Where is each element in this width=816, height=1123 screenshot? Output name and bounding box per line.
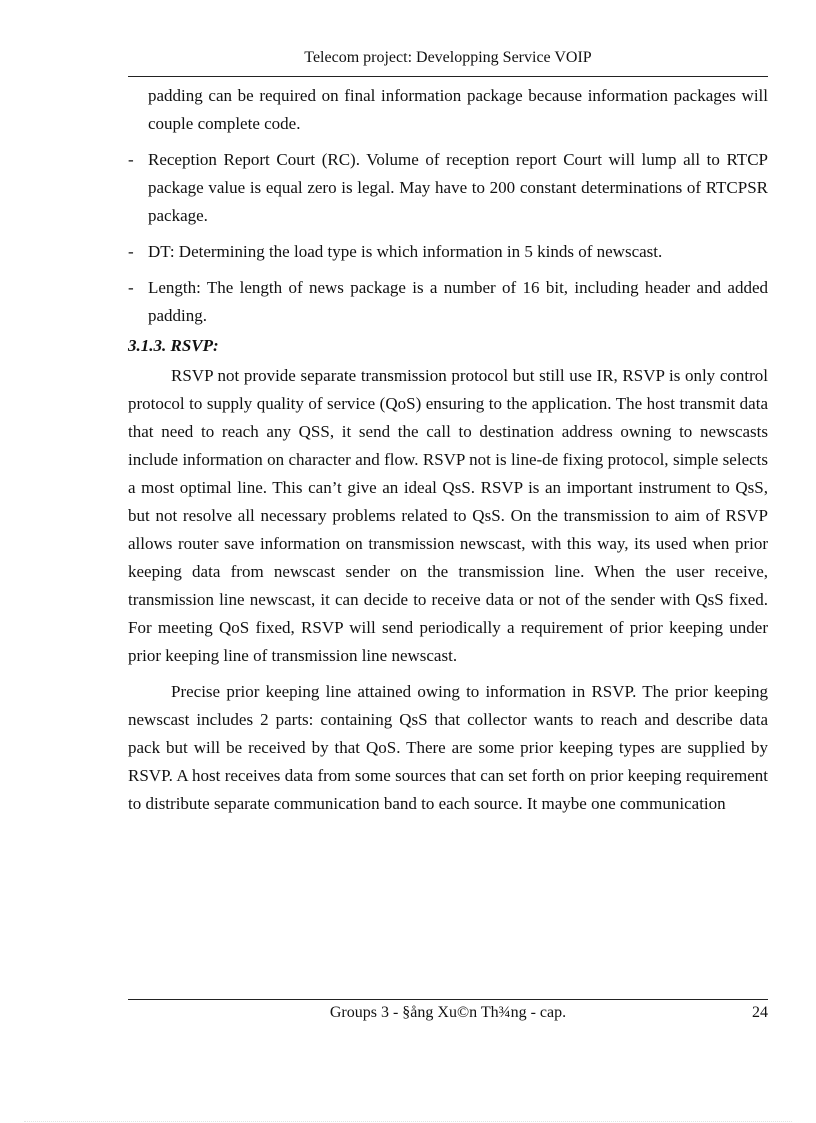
list-item [128,238,768,266]
section-heading: 3.1.3. RSVP: [128,336,219,355]
running-header: Telecom project: Developping Service VOIP [304,49,592,66]
footer-text: Groups 3 - §ång Xu©n Th¾ng - cap. [329,1004,567,1021]
bullet-marker: - [128,150,134,169]
header-rule [128,76,768,77]
footer-rule [128,999,768,1000]
bullet-list [128,146,768,330]
bullet-marker: - [128,278,134,297]
list-item-text: DT: Determining the load type is which information in 5 kinds of newscast. [148,242,663,261]
list-item [128,146,768,230]
page-body [128,82,768,826]
body-paragraph: RSVP not provide separate transmission protocol but still use IR, RSVP is only control protocol to supply quality of service (QoS) ensuring to the application. The host transmit data that need to reach any QSS, it send the call to destination address owning to newscasts include information on character and flow. RSVP not is line-de fixing protocol, simple selects a most optimal line. This can’t give an ideal QsS. RSVP is an important instrument to QsS, but not resolve all necessary problems related to QsS. On the transmission to aim of RSVP allows router save information on transmission newscast, with this way, its used when prior keeping data from newscast sender on the transmission line. When the user receive, transmission line newscast, it can decide to receive data or not of the sender with QsS fixed. For meeting QoS fixed, RSVP will send periodically a requirement of prior keeping under prior keeping line of transmission line newscast. [128,366,768,665]
page-bottom-divider [24,1121,792,1122]
bullet-marker: - [128,242,134,261]
list-item-text: Reception Report Court (RC). Volume of reception report Court will lump all to RTCP package value is equal zero is legal. May have to 200 constant determinations of RTCPSR package. [148,150,768,225]
continuation-paragraph: padding can be required on final information package because information packages will couple complete code. [148,86,768,133]
page-number: 24 [752,1004,768,1021]
list-item [128,274,768,330]
list-item-text: Length: The length of news package is a number of 16 bit, including header and added padding. [148,278,768,325]
body-paragraph: Precise prior keeping line attained owing to information in RSVP. The prior keeping newscast includes 2 parts: containing QsS that collector wants to reach and describe data pack but will be received by that QoS. There are some prior keeping types are supplied by RSVP. A host receives data from some sources that can set forth on prior keeping requirement to distribute separate communication band to each source. It maybe one communication [128,682,768,813]
